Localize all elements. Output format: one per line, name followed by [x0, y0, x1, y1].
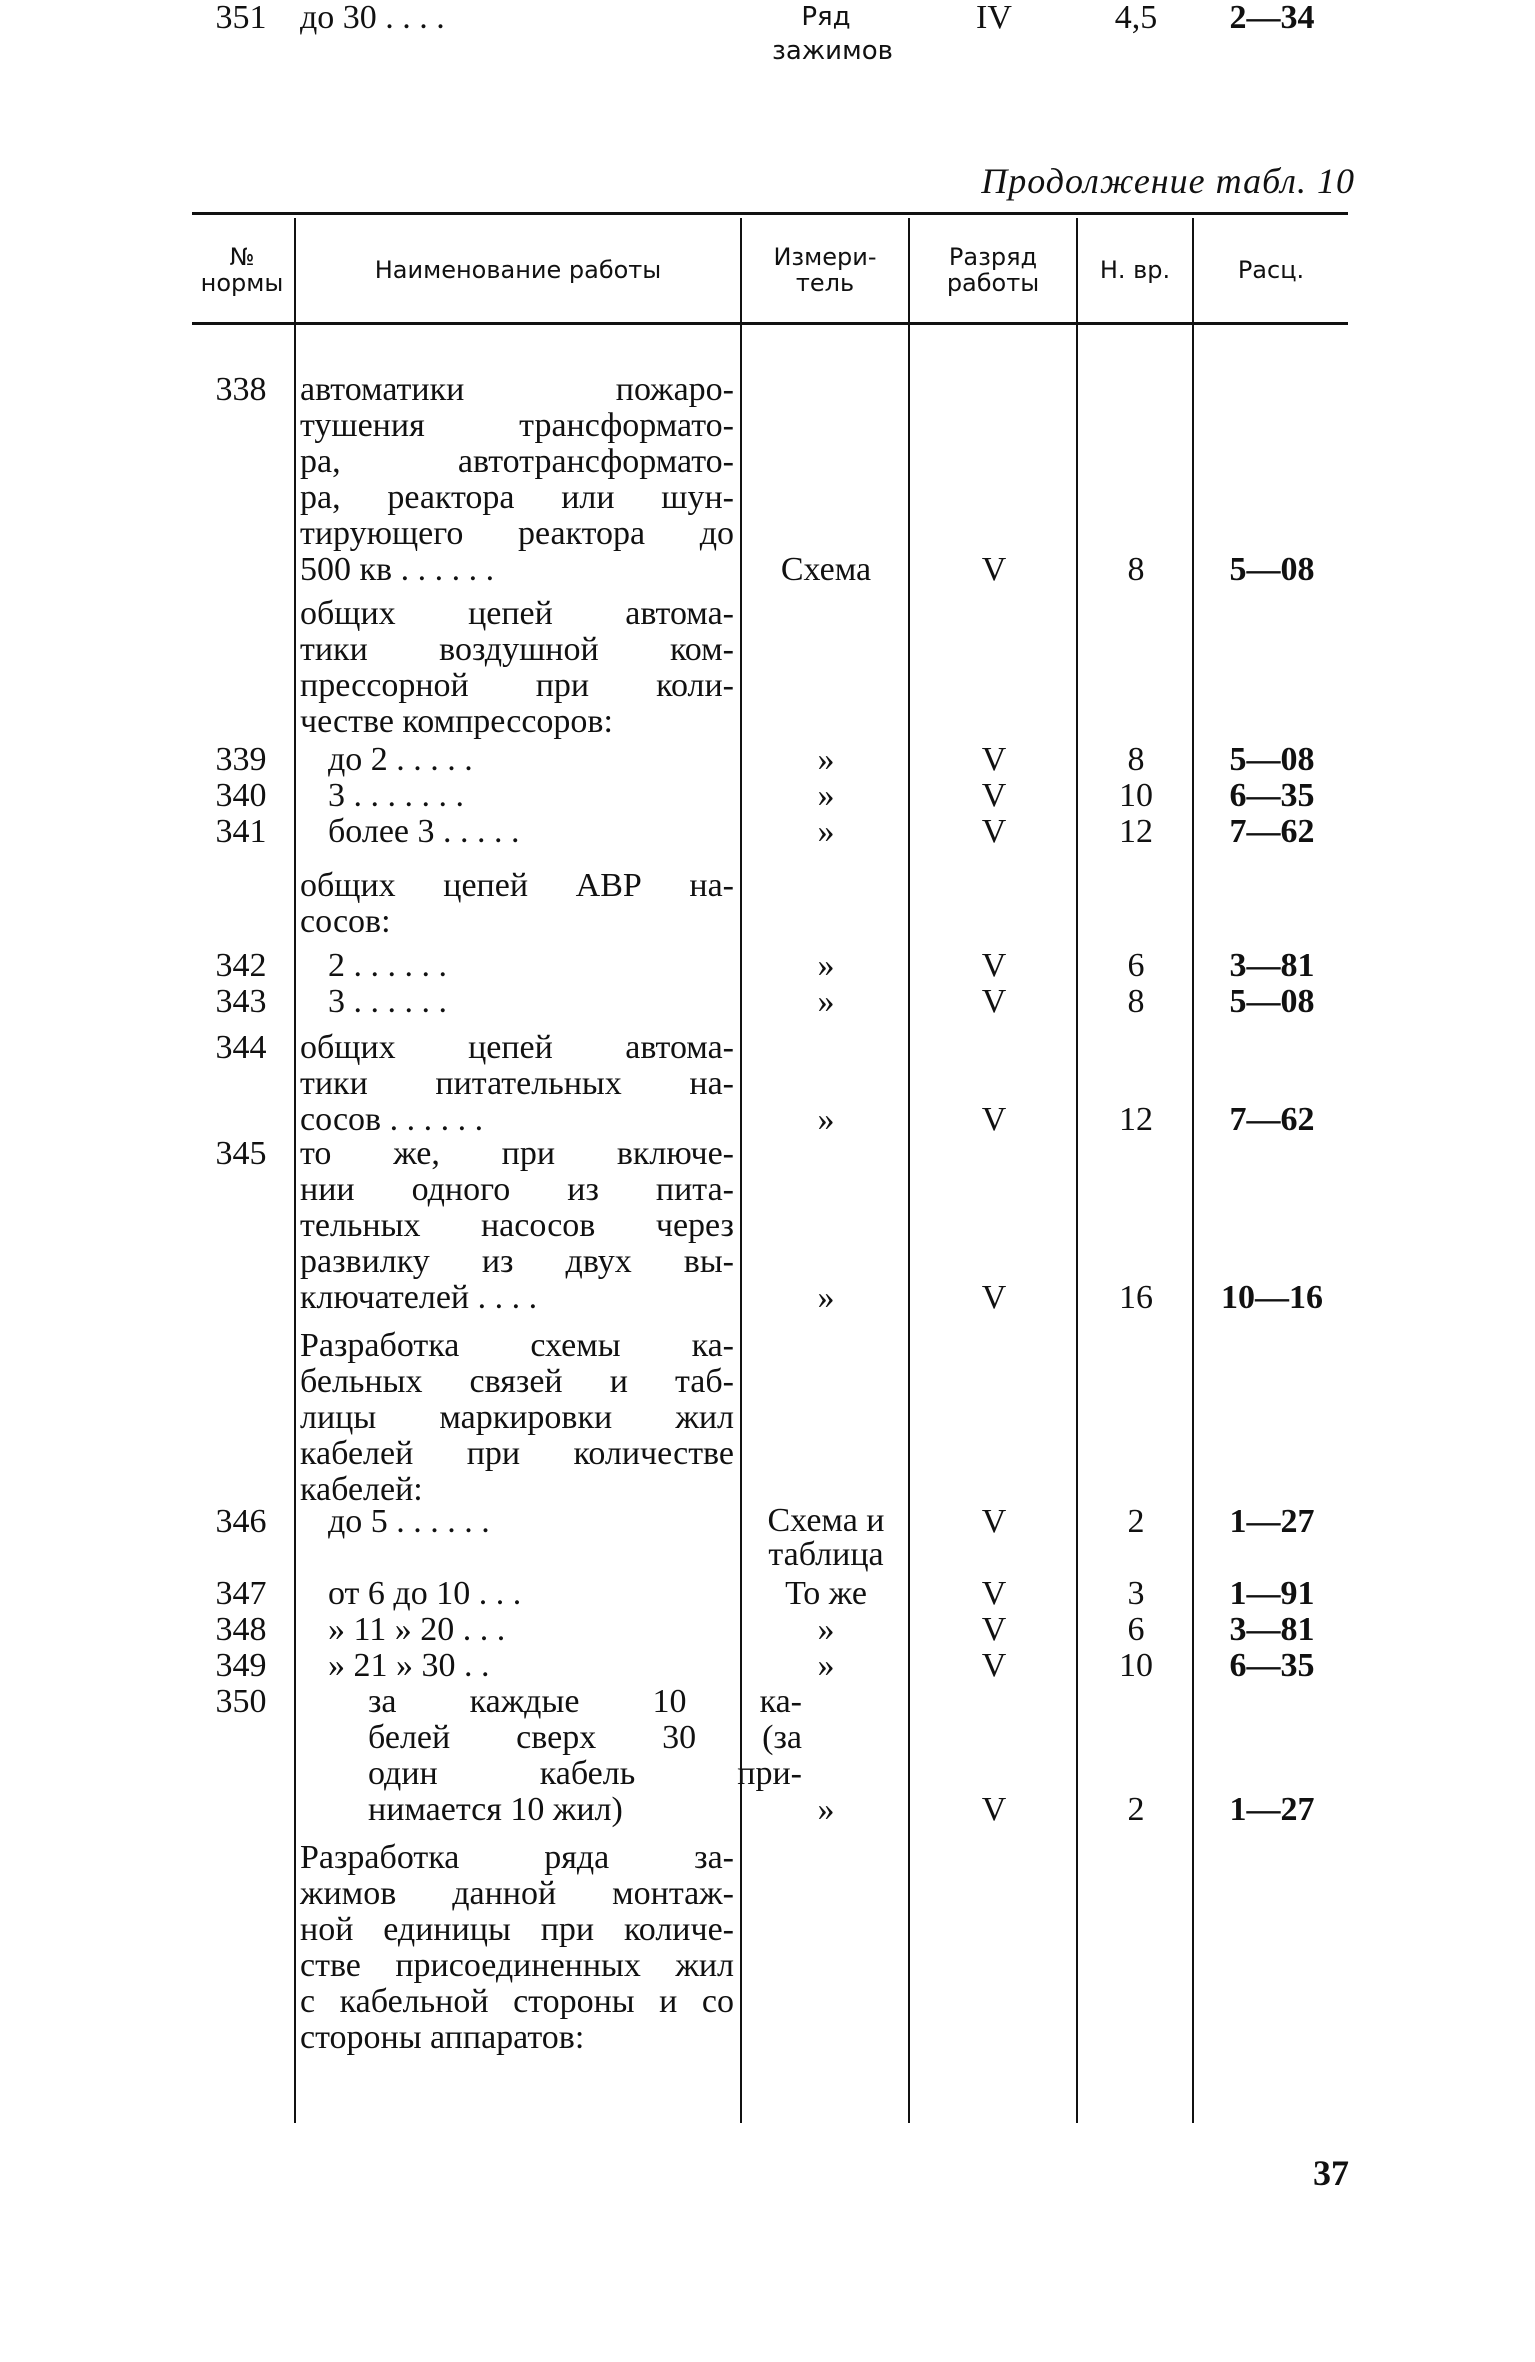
- norm-number: 341: [215, 813, 267, 850]
- description-line: » 21 » 30 . .: [328, 1647, 490, 1684]
- description-line: тики питательных на-: [300, 1065, 734, 1102]
- rate-value: 3—81: [1229, 947, 1315, 984]
- work-description: [300, 596, 734, 740]
- work-description: [300, 1030, 734, 1138]
- unit-measure: »: [817, 1611, 835, 1648]
- norm-number: 348: [215, 1611, 267, 1648]
- description-line: более 3 . . . . .: [328, 813, 520, 850]
- rate-value: 5—08: [1229, 741, 1315, 778]
- time-norm: 8: [1127, 983, 1145, 1020]
- description-line: один кабель при-: [368, 1755, 802, 1792]
- norm-number: 351: [215, 0, 267, 36]
- description-line: ра, реактора или шун-: [300, 479, 734, 516]
- work-description: [300, 948, 762, 984]
- time-norm: 12: [1119, 1101, 1153, 1138]
- work-description: [300, 1648, 762, 1684]
- table-top-rule: [192, 212, 1348, 215]
- description-line: сосов:: [300, 903, 391, 940]
- time-norm: 2: [1127, 1791, 1145, 1828]
- page-number: 37: [1313, 2153, 1349, 2193]
- unit-measure: То же: [785, 1575, 867, 1612]
- description-line: нии одного из пита-: [300, 1171, 734, 1208]
- description-line: » 11 » 20 . . .: [328, 1611, 506, 1648]
- work-description: [300, 868, 734, 940]
- header-grade: Разряд работы: [946, 243, 1040, 297]
- time-norm: 10: [1119, 1647, 1153, 1684]
- skill-grade: V: [981, 1101, 1007, 1138]
- time-norm: 6: [1127, 947, 1145, 984]
- rate-value: 3—81: [1229, 1611, 1315, 1648]
- work-description: [300, 1328, 734, 1508]
- description-line: ключателей . . . .: [300, 1279, 538, 1316]
- norm-number: 345: [215, 1135, 267, 1172]
- time-norm: 3: [1127, 1575, 1145, 1612]
- time-norm: 6: [1127, 1611, 1145, 1648]
- unit-measure: »: [817, 1791, 835, 1828]
- skill-grade: V: [981, 947, 1007, 984]
- work-description: [300, 1504, 762, 1540]
- description-line: тики воздушной ком-: [300, 631, 734, 668]
- skill-grade: V: [981, 1503, 1007, 1540]
- description-line: бельных связей и таб-: [300, 1363, 734, 1400]
- rate-value: 7—62: [1229, 813, 1315, 850]
- description-line: Разработка схемы ка-: [300, 1327, 734, 1364]
- description-line: общих цепей АВР на-: [300, 867, 734, 904]
- header-name: Наименование работы: [374, 256, 662, 284]
- rate-value: 6—35: [1229, 1647, 1315, 1684]
- description-line: честве компрессоров:: [300, 703, 613, 740]
- description-line: до 2 . . . . .: [328, 741, 473, 778]
- description-line: развилку из двух вы-: [300, 1243, 734, 1280]
- column-divider: [908, 218, 910, 2123]
- skill-grade: V: [981, 813, 1007, 850]
- norm-number: 349: [215, 1647, 267, 1684]
- work-description: [300, 814, 762, 850]
- description-line: за каждые 10 ка-: [368, 1683, 802, 1720]
- work-description: [300, 1576, 762, 1612]
- description-line: 2 . . . . . .: [328, 947, 447, 984]
- description-line: от 6 до 10 . . .: [328, 1575, 522, 1612]
- description-line: до 30 . . . .: [300, 0, 445, 36]
- norm-number: 342: [215, 947, 267, 984]
- unit-measure: »: [817, 1279, 835, 1316]
- description-line: тирующего реактора до: [300, 515, 734, 552]
- header-number: № нормы: [200, 243, 284, 297]
- work-description: [300, 1684, 802, 1828]
- skill-grade: V: [981, 1791, 1007, 1828]
- description-line: общих цепей автома-: [300, 1029, 734, 1066]
- table-header-rule: [192, 322, 1348, 325]
- time-norm: 10: [1119, 777, 1153, 814]
- time-norm: 8: [1127, 741, 1145, 778]
- unit-measure: Схема: [780, 551, 872, 588]
- header-hours: Н. вр.: [1099, 256, 1171, 284]
- description-line: то же, при включе-: [300, 1135, 734, 1172]
- column-divider: [1076, 218, 1078, 2123]
- work-description: [300, 742, 762, 778]
- rate-value: 1—27: [1229, 1791, 1315, 1828]
- description-line: лицы маркировки жил: [300, 1399, 734, 1436]
- description-line: ра, автотрансформато-: [300, 443, 734, 480]
- rate-value: 2—34: [1229, 0, 1315, 36]
- time-norm: 12: [1119, 813, 1153, 850]
- skill-grade: V: [981, 741, 1007, 778]
- description-line: автоматики пожаро-: [300, 371, 734, 408]
- header-unit: Измери- тель: [773, 243, 877, 297]
- description-line: общих цепей автома-: [300, 595, 734, 632]
- work-description: [300, 1136, 734, 1316]
- description-line: стороны аппаратов:: [300, 2019, 585, 2056]
- continuation-label: Продолжение табл. 10: [981, 161, 1355, 201]
- norm-number: 338: [215, 371, 267, 408]
- unit-measure: »: [817, 1647, 835, 1684]
- description-line: сосов . . . . . .: [300, 1101, 484, 1138]
- norm-number: 350: [215, 1683, 267, 1720]
- description-line: кабелей:: [300, 1471, 423, 1508]
- skill-grade: V: [981, 983, 1007, 1020]
- description-line: стве присоединенных жил: [300, 1947, 734, 1984]
- work-description: [300, 0, 734, 36]
- time-norm: 16: [1119, 1279, 1153, 1316]
- description-line: тельных насосов через: [300, 1207, 734, 1244]
- description-line: 3 . . . . . .: [328, 983, 447, 1020]
- unit-measure: »: [817, 777, 835, 814]
- work-description: [300, 372, 734, 588]
- time-norm: 2: [1127, 1503, 1145, 1540]
- rate-value: 5—08: [1229, 983, 1315, 1020]
- skill-grade: V: [981, 551, 1007, 588]
- description-line: Разработка ряда за-: [300, 1839, 734, 1876]
- time-norm: 8: [1127, 551, 1145, 588]
- description-line: с кабельной стороны и со: [300, 1983, 734, 2020]
- time-norm: 4,5: [1114, 0, 1158, 36]
- description-line: 500 кв . . . . . .: [300, 551, 495, 588]
- description-line: до 5 . . . . . .: [328, 1503, 490, 1540]
- unit-measure: »: [817, 1101, 835, 1138]
- header-rate: Расц.: [1237, 256, 1305, 284]
- unit-measure: »: [817, 813, 835, 850]
- skill-grade: V: [981, 1647, 1007, 1684]
- work-description: [300, 1840, 734, 2056]
- unit-measure: Ряд зажимов: [772, 2, 893, 66]
- rate-value: 6—35: [1229, 777, 1315, 814]
- column-divider: [1192, 218, 1194, 2123]
- norm-number: 346: [215, 1503, 267, 1540]
- norm-number: 347: [215, 1575, 267, 1612]
- rate-value: 1—91: [1229, 1575, 1315, 1612]
- description-line: тушения трансформато-: [300, 407, 734, 444]
- unit-measure: Схема и таблица: [767, 1502, 885, 1573]
- skill-grade: V: [981, 777, 1007, 814]
- column-divider: [294, 218, 296, 2123]
- work-description: [300, 1612, 762, 1648]
- unit-measure: »: [817, 983, 835, 1020]
- rate-value: 10—16: [1221, 1279, 1323, 1316]
- skill-grade: V: [981, 1279, 1007, 1316]
- description-line: жимов данной монтаж-: [300, 1875, 734, 1912]
- rate-value: 5—08: [1229, 551, 1315, 588]
- work-description: [300, 778, 762, 814]
- description-line: прессорной при коли-: [300, 667, 734, 704]
- description-line: кабелей при количестве: [300, 1435, 734, 1472]
- unit-measure: »: [817, 741, 835, 778]
- skill-grade: IV: [976, 0, 1012, 36]
- norm-number: 344: [215, 1029, 267, 1066]
- norm-number: 340: [215, 777, 267, 814]
- rate-value: 1—27: [1229, 1503, 1315, 1540]
- work-description: [300, 984, 762, 1020]
- norm-number: 343: [215, 983, 267, 1020]
- description-line: нимается 10 жил): [368, 1791, 623, 1828]
- norm-number: 339: [215, 741, 267, 778]
- unit-measure: »: [817, 947, 835, 984]
- skill-grade: V: [981, 1611, 1007, 1648]
- description-line: ной единицы при количе-: [300, 1911, 734, 1948]
- description-line: 3 . . . . . . .: [328, 777, 464, 814]
- description-line: белей сверх 30 (за: [368, 1719, 802, 1756]
- rate-value: 7—62: [1229, 1101, 1315, 1138]
- skill-grade: V: [981, 1575, 1007, 1612]
- column-divider: [740, 218, 742, 2123]
